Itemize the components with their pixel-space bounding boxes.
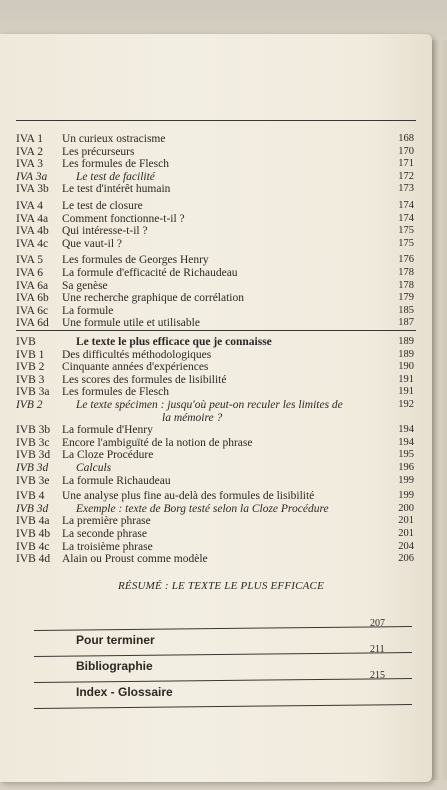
toc-page-number: 178: [398, 267, 414, 278]
toc-code: IVB 3c: [16, 436, 50, 449]
toc-title: Exemple : texte de Borg testé selon la Cloze Procédure: [76, 502, 329, 515]
toc-code: IVB: [16, 336, 36, 348]
toc-code: IVA 4: [16, 200, 43, 212]
toc-page-number: 191: [398, 373, 414, 385]
toc-title: La formule: [62, 304, 114, 317]
toc-page-number: 206: [398, 553, 414, 565]
toc-page-number: 204: [398, 540, 414, 552]
toc-page-number: 201: [398, 528, 414, 539]
toc-page-number: 199: [398, 474, 414, 486]
toc-code: IVB 3d: [16, 449, 51, 462]
toc-title: Encore l'ambiguïté de la notion de phrase: [62, 436, 253, 449]
final-rule: [34, 626, 412, 631]
toc-title: Les précurseurs: [62, 145, 135, 158]
toc-code: IVA 5: [16, 254, 43, 267]
toc-title: Une recherche graphique de corrélation: [62, 292, 244, 305]
final-page-number: 207: [370, 618, 385, 629]
toc-code: IVA 6b: [16, 292, 49, 305]
toc-page-number: 196: [398, 462, 414, 473]
toc-title: Les formules de Flesch: [62, 386, 169, 399]
toc-page-number: 200: [398, 502, 414, 514]
page-edge: [430, 40, 447, 780]
toc-title: Des difficultés méthodologiques: [62, 348, 212, 361]
toc-code: IVB 3a: [16, 386, 50, 399]
toc-page-number: 172: [398, 170, 414, 182]
toc-page-number: 189: [398, 348, 414, 360]
toc-code: IVB 3d: [16, 462, 49, 474]
toc-page-number: 201: [398, 515, 414, 527]
summary-line: RÉSUMÉ : LE TEXTE LE PLUS EFFICACE: [118, 580, 325, 592]
bottom-rule: [34, 704, 412, 709]
final-section-title: Bibliographie: [76, 659, 153, 673]
toc-title: La première phrase: [62, 515, 151, 528]
toc-code: IVA 6d: [16, 317, 49, 330]
toc-page-number: 179: [398, 292, 414, 304]
toc-title: Le test d'intérêt humain: [62, 183, 171, 196]
toc-code: IVA 1: [16, 133, 43, 145]
toc-code: IVB 4a: [16, 515, 50, 528]
toc-page-number: 187: [398, 317, 414, 329]
toc-code: IVB 4c: [16, 540, 50, 553]
toc-page-number: 176: [398, 254, 414, 266]
final-page-number: 215: [370, 670, 385, 681]
toc-title: Les formules de Flesch: [62, 158, 169, 171]
toc-title: Une analyse plus fine au-delà des formules de lisibilité: [62, 490, 315, 503]
section-rule: [16, 330, 416, 331]
toc-entry: [0, 237, 432, 251]
toc-code: IVB 2: [16, 361, 45, 374]
top-rule: [16, 120, 416, 121]
toc-code: IVA 4a: [16, 212, 49, 225]
toc-title: La troisième phrase: [62, 540, 153, 553]
toc-page-number: 192: [398, 399, 414, 410]
toc-code: IVA 4b: [16, 225, 49, 238]
toc-page-number: 194: [398, 436, 414, 448]
toc-page-number: 173: [398, 183, 414, 195]
toc-title: Le texte le plus efficace que je connaisse: [76, 336, 272, 348]
toc-page-number: 171: [398, 158, 414, 170]
toc-title: Comment fonctionne-t-il ?: [62, 212, 185, 225]
toc-title: La seconde phrase: [62, 528, 147, 540]
toc-code: IVB 3: [16, 373, 45, 386]
toc-title: La Cloze Procédure: [62, 449, 154, 462]
toc-title: La formule d'efficacité de Richaudeau: [62, 267, 238, 279]
toc-code: IVB 3e: [16, 474, 50, 487]
toc-code: IVB 3d: [16, 502, 49, 515]
toc-code: IVA 2: [16, 145, 43, 158]
toc-entry: [0, 552, 432, 566]
toc-title: Sa genèse: [62, 279, 108, 292]
toc-title: Cinquante années d'expériences: [62, 361, 209, 374]
final-rule: [34, 652, 412, 657]
toc-page-number: 170: [398, 145, 414, 157]
toc-title: Le test de facilité: [76, 170, 155, 183]
toc-code: IVA 3: [16, 158, 43, 171]
toc-code: IVA 6c: [16, 304, 49, 317]
toc-title: Une formule utile et utilisable: [62, 317, 200, 330]
toc-page-number: 174: [398, 212, 414, 224]
toc-code: IVA 6a: [16, 279, 49, 292]
toc-page-number: 174: [398, 200, 414, 211]
toc-code: IVA 6: [16, 267, 43, 279]
toc-code: IVB 4b: [16, 528, 51, 540]
toc-page-number: 194: [398, 424, 414, 436]
toc-title: Que vaut-il ?: [62, 237, 123, 250]
toc-title: La formule d'Henry: [62, 424, 153, 437]
toc-code: IVB 1: [16, 348, 45, 361]
toc-title: Alain ou Proust comme modèle: [62, 553, 208, 566]
toc-page-number: 185: [398, 304, 414, 316]
toc-page-number: 190: [398, 361, 414, 373]
toc-page-number: 178: [398, 279, 414, 291]
toc-title: Calculs: [76, 462, 112, 474]
toc-entry: [0, 182, 432, 196]
toc-title: Un curieux ostracisme: [62, 133, 166, 145]
toc-code: IVB 4d: [16, 553, 51, 566]
toc-code: IVB 3b: [16, 424, 51, 437]
toc-code: IVA 3a: [16, 170, 48, 183]
toc-page-number: 168: [398, 133, 414, 144]
final-section-title: Index - Glossaire: [76, 685, 173, 699]
toc-page-number: 175: [398, 237, 414, 249]
toc-page-number: 175: [398, 225, 414, 237]
final-section-title: Pour terminer: [76, 633, 155, 647]
toc-code: IVB 2: [16, 399, 43, 411]
toc-title: La formule Richaudeau: [62, 474, 171, 487]
toc-page-number: 191: [398, 386, 414, 398]
book-page: [0, 34, 432, 782]
toc-title: Les formules de Georges Henry: [62, 254, 209, 267]
toc-title: Les scores des formules de lisibilité: [62, 373, 227, 386]
final-rule: [34, 678, 412, 683]
toc-code: IVA 3b: [16, 183, 49, 196]
toc-page-number: 189: [398, 336, 414, 347]
toc-code: IVB 4: [16, 490, 45, 503]
toc-page-number: 199: [398, 490, 414, 502]
toc-title-continued: la mémoire ?: [162, 411, 223, 424]
toc-entry: [0, 474, 432, 488]
toc-code: IVA 4c: [16, 237, 49, 250]
toc-page-number: 195: [398, 449, 414, 461]
toc-title: Le texte spécimen : jusqu'où peut-on reculer les limites de: [76, 399, 343, 411]
toc-title: Le test de closure: [62, 200, 143, 212]
toc-entry: [0, 316, 432, 330]
toc-title: Qui intéresse-t-il ?: [62, 225, 148, 238]
final-page-number: 211: [370, 644, 385, 655]
